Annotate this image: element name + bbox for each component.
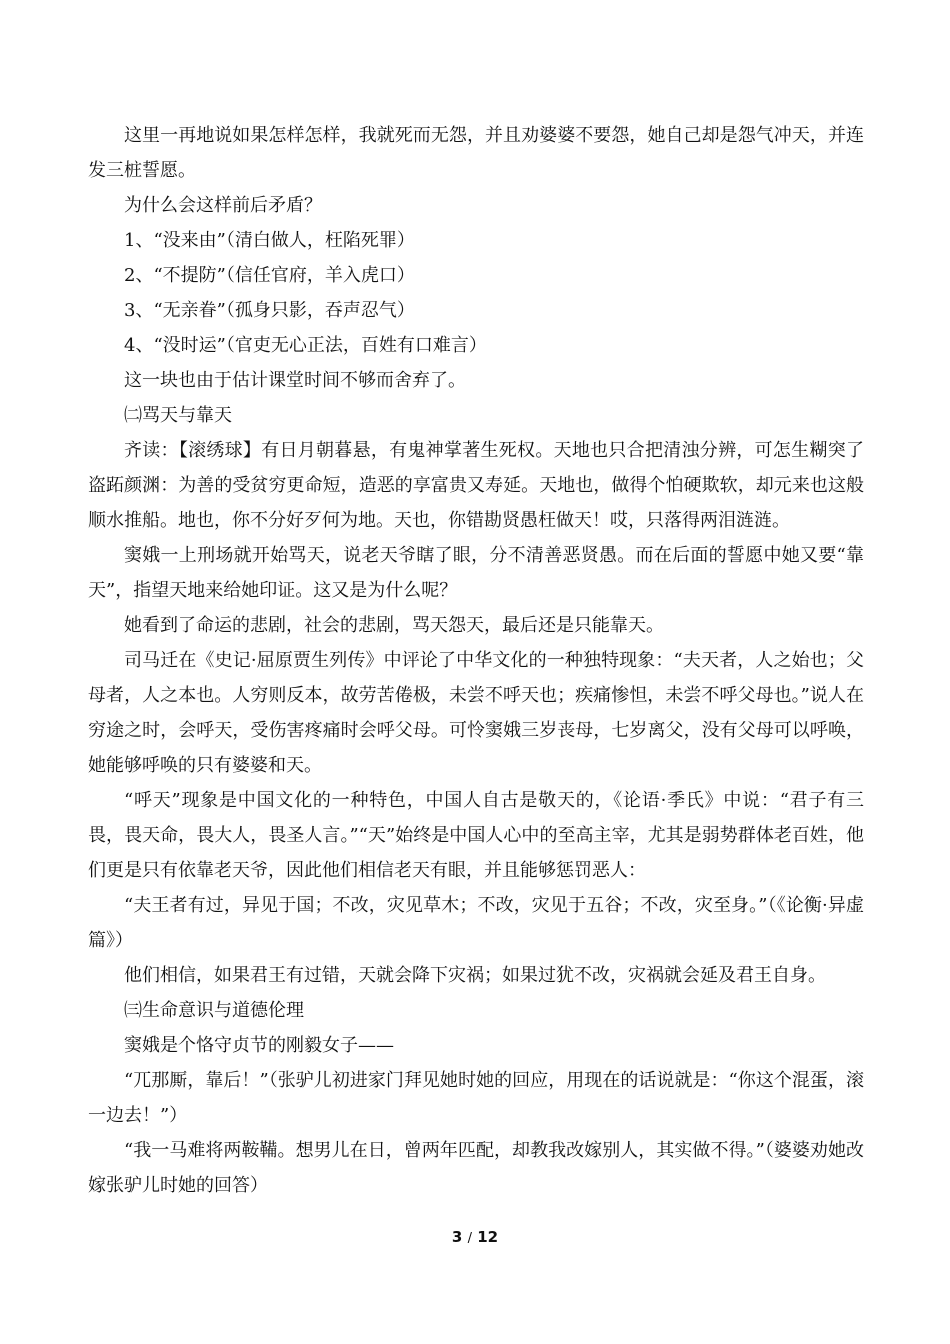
paragraph: 司马迁在《史记·屈原贾生列传》中评论了中华文化的一种独特现象：“夫天者，人之始也；父母者，人之本也。人穷则反本，故劳苦倦极，未尝不呼天也；疾痛惨怛，未尝不呼父母也。”说人在穷途之时，会呼天，受伤害疼痛时会呼父母。可怜窦娥三岁丧母，七岁离父，没有父母可以呼唤，她能够呼唤的只有婆婆和天。 [88,650,864,776]
paragraph: 为什么会这样前后矛盾？ [124,195,322,216]
list-item: 1、“没来由”（清白做人，枉陷死罪） [124,230,415,251]
page-number [0,1228,950,1246]
page-separator: / [467,1231,472,1246]
current-page: 3 [451,1228,463,1246]
paragraph: 这一块也由于估计课堂时间不够而舍弃了。 [124,370,466,391]
list-item: 2、“不提防”（信任官府，羊入虎口） [124,265,415,286]
paragraph: 齐读：【滚绣球】有日月朝暮悬，有鬼神掌著生死权。天地也只合把清浊分辨，可怎生糊突了盗跖颜渊：为善的受贫穷更命短，造恶的享富贵又寿延。天地也，做得个怕硬欺软，却元来也这般顺水推船。地也，你不分好歹何为地。天也，你错勘贤愚枉做天！哎，只落得两泪涟涟。 [88,440,864,531]
section-heading: ㈡骂天与靠天 [124,405,232,426]
paragraph: “呼天”现象是中国文化的一种特色，中国人自古是敬天的，《论语·季氏》中说：“君子有三畏，畏天命，畏大人，畏圣人言。”“天”始终是中国人心中的至高主宰，尤其是弱势群体老百姓，他们更是只有依靠老天爷，因此他们相信老天有眼，并且能够惩罚恶人： [88,790,864,881]
list-item: 3、“无亲眷”（孤身只影，吞声忍气） [124,300,415,321]
paragraph: 窦娥是个恪守贞节的刚毅女子—— [124,1035,394,1056]
document-body [88,118,864,1203]
quotation: “我一马难将两鞍鞴。想男儿在日，曾两年匹配，却教我改嫁别人，其实做不得。”（婆婆劝她改嫁张驴儿时她的回答） [88,1140,864,1196]
paragraph: 这里一再地说如果怎样怎样，我就死而无怨，并且劝婆婆不要怨，她自己却是怨气冲天，并连发三桩誓愿。 [88,125,864,181]
paragraph: 她看到了命运的悲剧，社会的悲剧，骂天怨天，最后还是只能靠天。 [124,615,664,636]
total-pages: 12 [477,1228,499,1246]
quotation: “夫王者有过，异见于国；不改，灾见草木；不改，灾见于五谷；不改，灾至身。”（《论衡·异虚篇》） [88,895,864,951]
paragraph: 窦娥一上刑场就开始骂天，说老天爷瞎了眼，分不清善恶贤愚。而在后面的誓愿中她又要“靠天”，指望天地来给她印证。这又是为什么呢？ [88,545,864,601]
section-heading: ㈢生命意识与道德伦理 [124,1000,304,1021]
paragraph: 他们相信，如果君王有过错，天就会降下灾祸；如果过犹不改，灾祸就会延及君王自身。 [124,965,826,986]
list-item: 4、“没时运”（官吏无心正法，百姓有口难言） [124,335,487,356]
quotation: “兀那厮，靠后！”（张驴儿初进家门拜见她时她的回应，用现在的话说就是：“你这个混蛋，滚一边去！”） [88,1070,864,1126]
